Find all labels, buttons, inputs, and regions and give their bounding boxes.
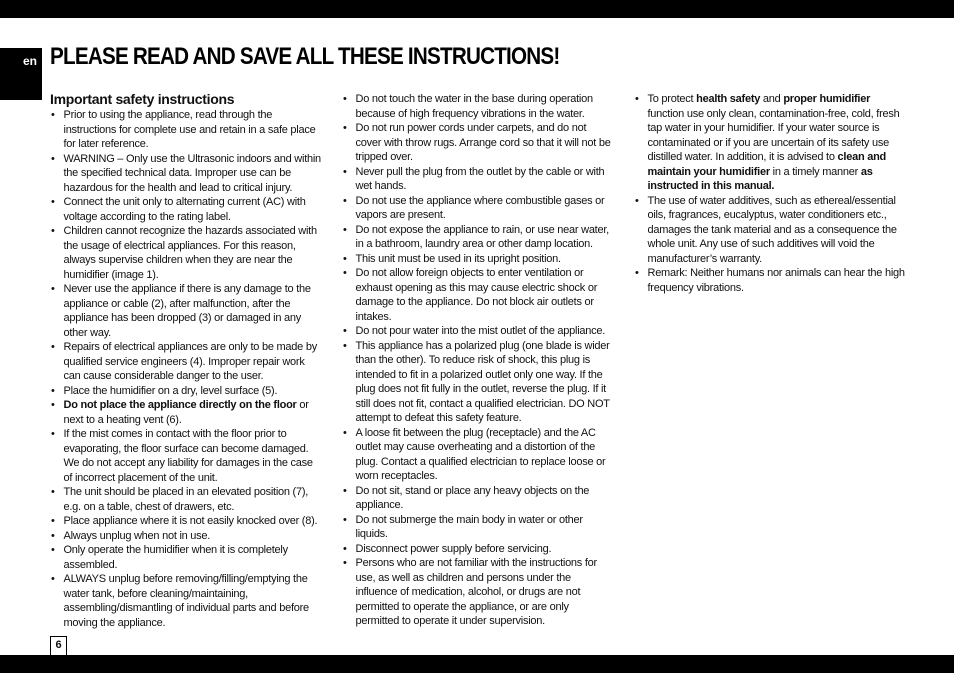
language-tab [0,48,42,100]
bottom-black-bar [0,655,954,673]
list-item: • Remark: Neither humans nor animals can hear the high frequency vibrations. [634,266,906,295]
list-item: • Do not sit, stand or place any heavy objects on the appliance. [342,484,614,513]
bold-warning: Do not place the appliance directly on the floor [63,399,297,411]
list-item: • Prior to using the appliance, read through the instructions for complete use and retain in a safe place for later reference. [50,108,322,152]
list-item: • The use of water additives, such as ethereal/essential oils, fragrances, eucalyptus, water conditioners etc., damages the tank material and as a consequence the whole unit. Any use of such additives will void the manufacturer’s warranty. [634,194,906,267]
list-item: • Repairs of electrical appliances are only to be made by qualified service engineers (4). Improper repair work can cause considerable danger to the user. [50,340,322,384]
list-item: • Never use the appliance if there is any damage to the appliance or cable (2), after malfunction, after the appliance has been dropped (3) or damaged in any other way. [50,282,322,340]
list-item: • Do not allow foreign objects to enter ventilation or exhaust opening as this may cause electric shock or damage to the appliance. Do not block air outlets or intakes. [342,266,614,324]
list-item: • If the mist comes in contact with the floor prior to evaporating, the floor surface can become damaged. We do not accept any liability for damages in the case of incorrect placement of the unit. [50,427,322,485]
list-item: • Never pull the plug from the outlet by the cable or with wet hands. [342,165,614,194]
column-1 [50,91,322,630]
list-item: • Do not run power cords under carpets, and do not cover with throw rugs. Arrange cord so that it will not be tripped over. [342,121,614,165]
list-item: • To protect health safety and proper humidifier function use only clean, contamination-free, cold, fresh tap water in your humidifier. If your water source is contaminated or if you are uncertain of its safety use distilled water. In addition, it is advised to clean and maintain your humidifier in a timely manner as instructed in this manual. [634,92,906,194]
section-title: Important safety instructions [50,91,235,107]
list-item: • This unit must be used in its upright position. [342,252,614,267]
column-3 [634,92,906,295]
column-2 [342,92,614,629]
list-item: • WARNING – Only use the Ultrasonic indoors and within the specified technical data. Improper use can be hazardous for the health and lead to critical injury. [50,152,322,196]
list-item: • A loose fit between the plug (receptacle) and the AC outlet may cause overheating and a distortion of the plug. Contact a qualified electrician to replace loose or worn receptacles. [342,426,614,484]
page-title: PLEASE READ AND SAVE ALL THESE INSTRUCTIONS! [50,43,560,70]
list-item: • Do not submerge the main body in water or other liquids. [342,513,614,542]
list-item: • Always unplug when not in use. [50,529,322,544]
safety-list-column-3 [634,92,906,295]
list-item: • Do not expose the appliance to rain, or use near water, in a bathroom, laundry area or other damp location. [342,223,614,252]
top-black-bar [0,0,954,18]
list-item: • Do not use the appliance where combustible gases or vapors are present. [342,194,614,223]
list-item: • Place the humidifier on a dry, level surface (5). [50,384,322,399]
page-number: 6 [50,636,67,655]
language-tab-label: en [22,54,37,68]
list-item: • This appliance has a polarized plug (one blade is wider than the other). To reduce risk of shock, this plug is intended to fit in a polarized outlet only one way. If the plug does not fit fully in the outlet, reverse the plug. If it still does not fit, contact a qualified electrician. DO NOT attempt to defeat this safety feature. [342,339,614,426]
list-item: • Disconnect power supply before servicing. [342,542,614,557]
list-item: • The unit should be placed in an elevated position (7), e.g. on a table, chest of drawers, etc. [50,485,322,514]
safety-list-column-2 [342,92,614,629]
list-item: • Children cannot recognize the hazards associated with the usage of electrical appliances. For this reason, always supervise children when they are near the humidifier (image 1). [50,224,322,282]
list-item: • Only operate the humidifier when it is completely assembled. [50,543,322,572]
list-item: • Connect the unit only to alternating current (AC) with voltage according to the rating label. [50,195,322,224]
list-item: • Do not pour water into the mist outlet of the appliance. [342,324,614,339]
list-item: • Persons who are not familiar with the instructions for use, as well as children and persons under the influence of medication, alcohol, or drugs are not permitted to operate the appliance, or are only permitted to operate it under supervision. [342,556,614,629]
list-item: • ALWAYS unplug before removing/filling/emptying the water tank, before cleaning/maintaining, assembling/dismantling of individual parts and before moving the appliance. [50,572,322,630]
list-item: • Do not place the appliance directly on the floor or next to a heating vent (6). [50,398,322,427]
safety-list-column-1 [50,108,322,630]
list-item: • Place appliance where it is not easily knocked over (8). [50,514,322,529]
list-item: • Do not touch the water in the base during operation because of high frequency vibrations in the water. [342,92,614,121]
